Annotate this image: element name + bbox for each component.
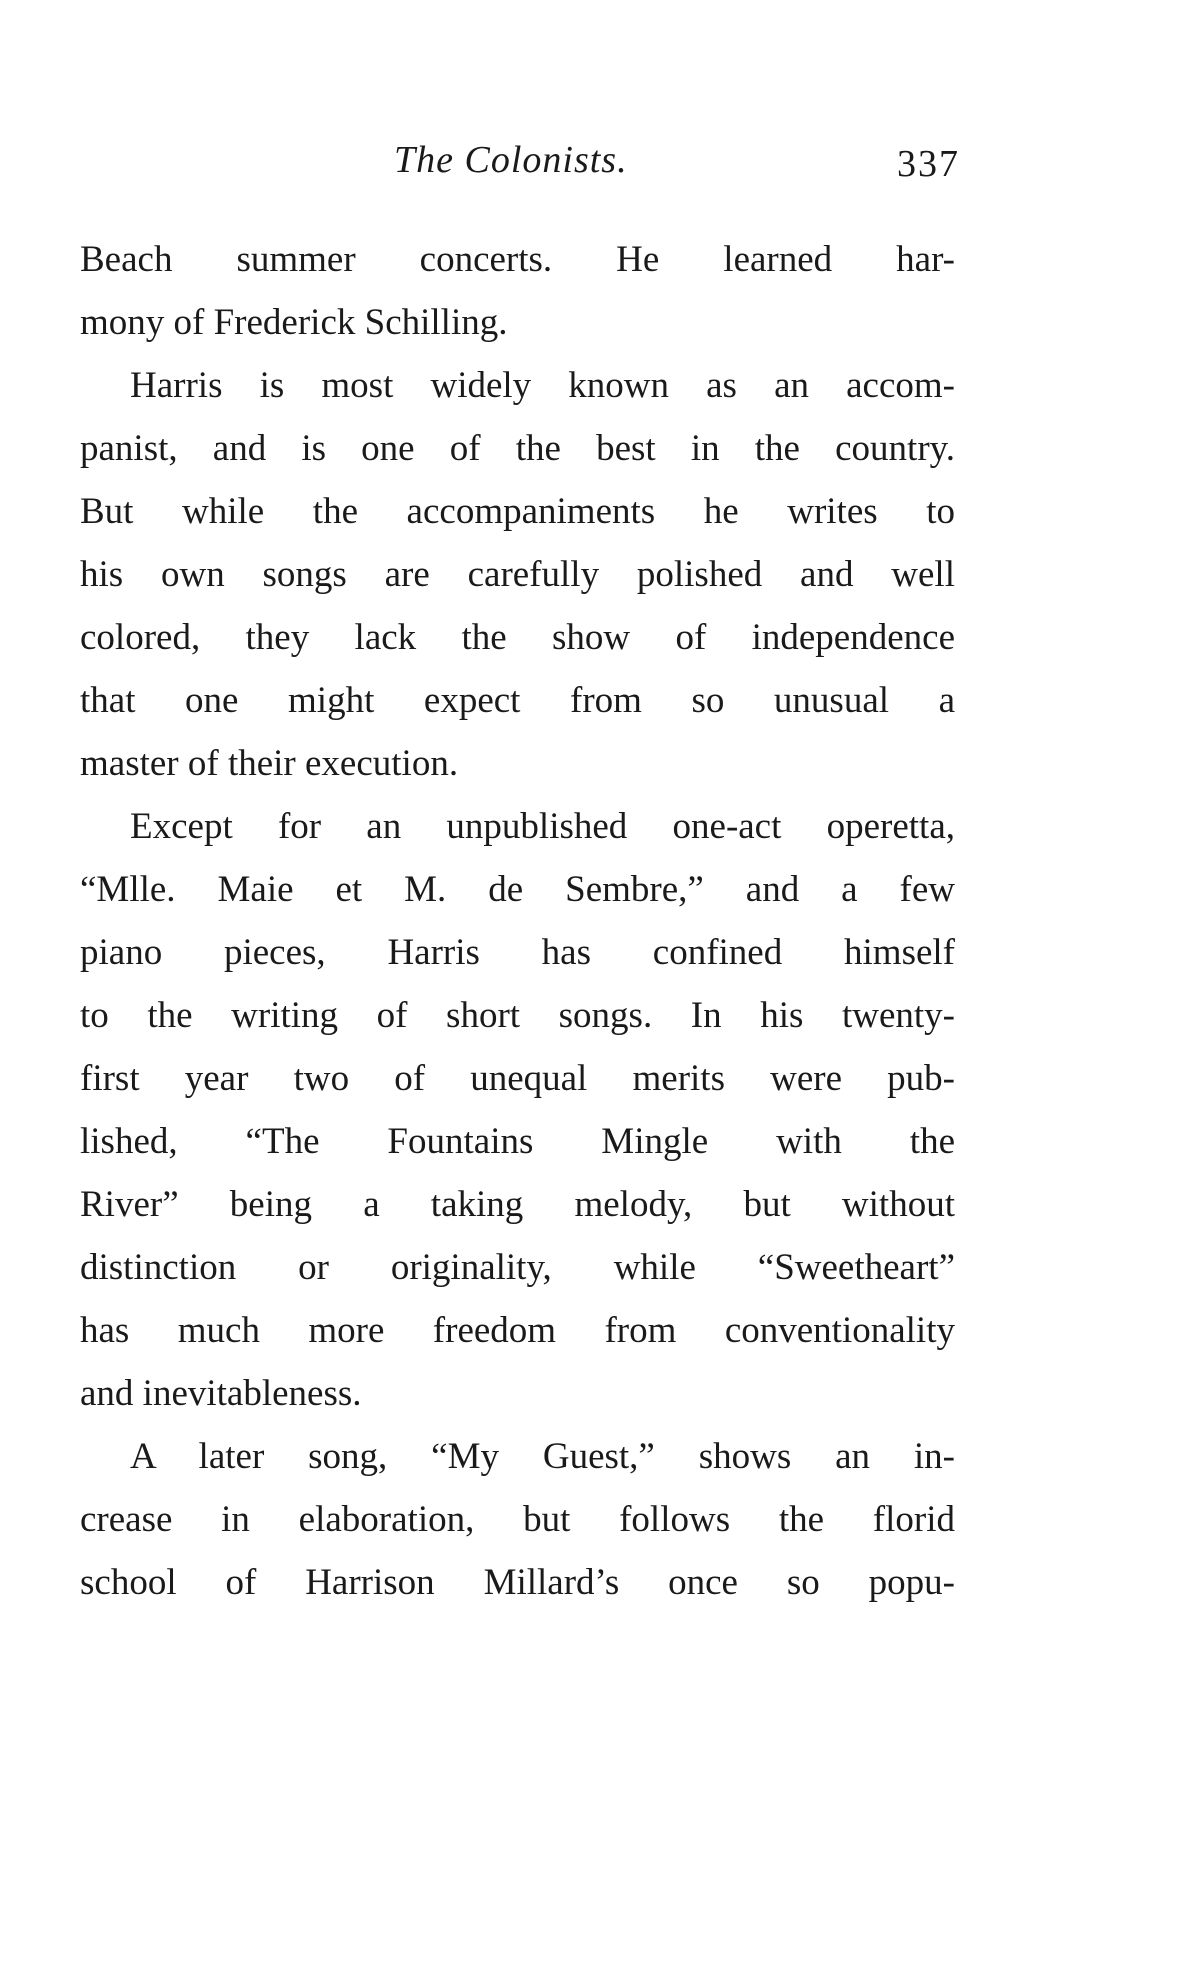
text-line: But while the accompaniments he writes to	[80, 491, 955, 532]
text-line: piano pieces, Harris has confined himself	[80, 932, 955, 973]
page-number: 337	[897, 143, 960, 185]
text-line: and inevitableness.	[80, 1373, 362, 1414]
running-head	[80, 138, 960, 198]
text-line: Except for an unpublished one-act operetta,	[130, 806, 955, 847]
text-line: panist, and is one of the best in the country.	[80, 428, 955, 469]
text-line: River” being a taking melody, but without	[80, 1184, 955, 1225]
text-line: has much more freedom from conventionality	[80, 1310, 955, 1351]
text-line: Beach summer concerts. He learned har-	[80, 239, 955, 280]
text-line: Harris is most widely known as an accom-	[130, 365, 955, 406]
text-line: master of their execution.	[80, 743, 459, 784]
text-line: his own songs are carefully polished and well	[80, 554, 955, 595]
text-line: lished, “The Fountains Mingle with the	[80, 1121, 955, 1162]
text-line: to the writing of short songs. In his twenty-	[80, 995, 955, 1036]
text-line: A later song, “My Guest,” shows an in-	[130, 1436, 955, 1477]
text-line: crease in elaboration, but follows the florid	[80, 1499, 955, 1540]
text-line: distinction or originality, while “Sweetheart”	[80, 1247, 955, 1288]
body-text	[80, 228, 955, 1614]
text-line: mony of Frederick Schilling.	[80, 302, 508, 343]
text-line: first year two of unequal merits were pub-	[80, 1058, 955, 1099]
text-line: that one might expect from so unusual a	[80, 680, 955, 721]
text-line: school of Harrison Millard’s once so popu-	[80, 1562, 955, 1603]
text-line: colored, they lack the show of independence	[80, 617, 955, 658]
running-title: The Colonists.	[394, 139, 628, 181]
text-line: “Mlle. Maie et M. de Sembre,” and a few	[80, 869, 955, 910]
